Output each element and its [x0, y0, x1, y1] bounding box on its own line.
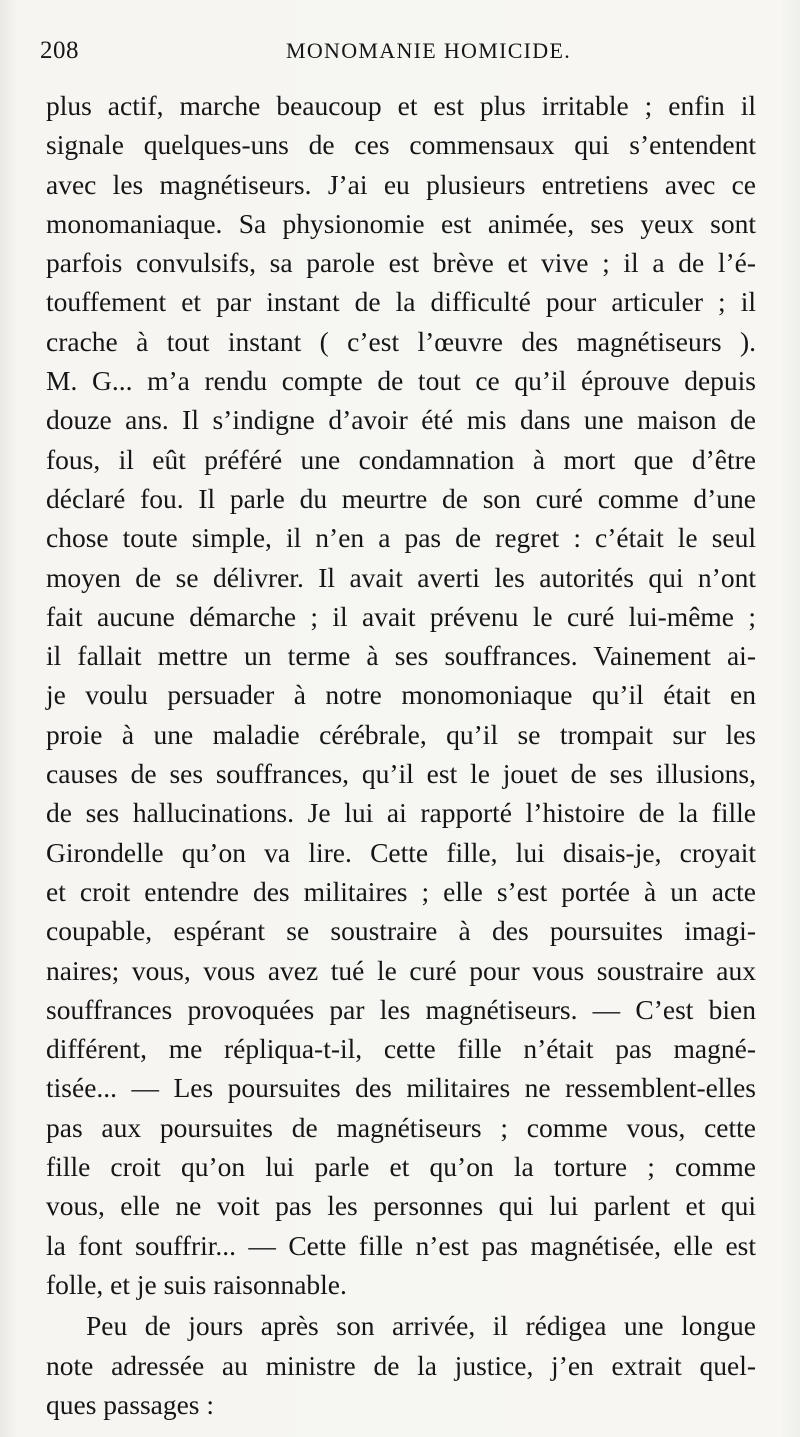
text-line: folle, et je suis raisonnable.: [46, 1268, 347, 1300]
text-line: moyen de se délivrer. Il avait averti les autorités qui n’ont: [46, 561, 756, 593]
paragraph: [46, 86, 756, 1304]
text-line: avec les magnétiseurs. J’ai eu plusieurs entretiens avec ce: [46, 168, 756, 200]
text-line: touffement et par instant de la difficulté pour articuler ; il: [46, 286, 756, 318]
text-line: tisée... — Les poursuites des militaires ne ressemblent-elles: [46, 1072, 756, 1104]
text-line: et croit entendre des militaires ; elle s’est portée à un acte: [46, 875, 756, 907]
text-line: différent, me répliqua-t-il, cette fille n’était pas magné-: [46, 1033, 756, 1065]
text-line: de ses hallucinations. Je lui ai rapporté l’histoire de la fille: [46, 797, 756, 829]
text-line: la font souffrir... — Cette fille n’est pas magnétisée, elle est: [46, 1229, 756, 1261]
text-line: Peu de jours après son arrivée, il rédigea une longue: [86, 1310, 756, 1342]
text-line: signale quelques-uns de ces commensaux qui s’entendent: [46, 129, 756, 161]
text-line: note adressée au ministre de la justice, j’en extrait quel-: [46, 1349, 756, 1381]
running-title: MONOMANIE HOMICIDE.: [286, 38, 572, 63]
body-text: [46, 86, 756, 1424]
text-line: Girondelle qu’on va lire. Cette fille, lui disais-je, croyait: [46, 836, 756, 868]
text-line: plus actif, marche beaucoup et est plus irritable ; enfin il: [46, 90, 756, 121]
text-line: causes de ses souffrances, qu’il est le jouet de ses illusions,: [46, 758, 756, 790]
text-line: souffrances provoquées par les magnétiseurs. — C’est bien: [46, 993, 756, 1025]
text-line: fait aucune démarche ; il avait prévenu le curé lui-même ;: [46, 600, 756, 632]
text-line: vous, elle ne voit pas les personnes qui lui parlent et qui: [46, 1190, 756, 1222]
text-line: je voulu persuader à notre monomoniaque qu’il était en: [46, 679, 756, 711]
text-line: pas aux poursuites de magnétiseurs ; comme vous, cette: [46, 1111, 756, 1143]
text-line: chose toute simple, il n’en a pas de regret : c’était le seul: [46, 522, 756, 554]
text-line: parfois convulsifs, sa parole est brève et vive ; il a de l’é-: [46, 247, 756, 279]
page-header: [40, 37, 760, 77]
text-line: fous, il eût préféré une condamnation à mort que d’être: [46, 443, 756, 475]
text-line: déclaré fou. Il parle du meurtre de son curé comme d’une: [46, 482, 756, 514]
text-line: douze ans. Il s’indigne d’avoir été mis dans une maison de: [46, 404, 756, 436]
text-line: ques passages :: [46, 1388, 215, 1420]
text-line: fille croit qu’on lui parle et qu’on la torture ; comme: [46, 1151, 756, 1183]
page-number: 208: [40, 37, 79, 64]
paragraph: [46, 1306, 756, 1424]
text-line: crache à tout instant ( c’est l’œuvre des magnétiseurs ).: [46, 325, 756, 357]
text-line: naires; vous, vous avez tué le curé pour vous soustraire aux: [46, 954, 756, 986]
text-line: coupable, espérant se soustraire à des poursuites imagi-: [46, 915, 756, 947]
text-line: monomaniaque. Sa physionomie est animée, ses yeux sont: [46, 207, 756, 239]
text-line: proie à une maladie cérébrale, qu’il se trompait sur les: [46, 718, 756, 750]
text-line: il fallait mettre un terme à ses souffrances. Vainement ai-: [46, 640, 756, 672]
text-line: M. G... m’a rendu compte de tout ce qu’il éprouve depuis: [46, 365, 756, 397]
